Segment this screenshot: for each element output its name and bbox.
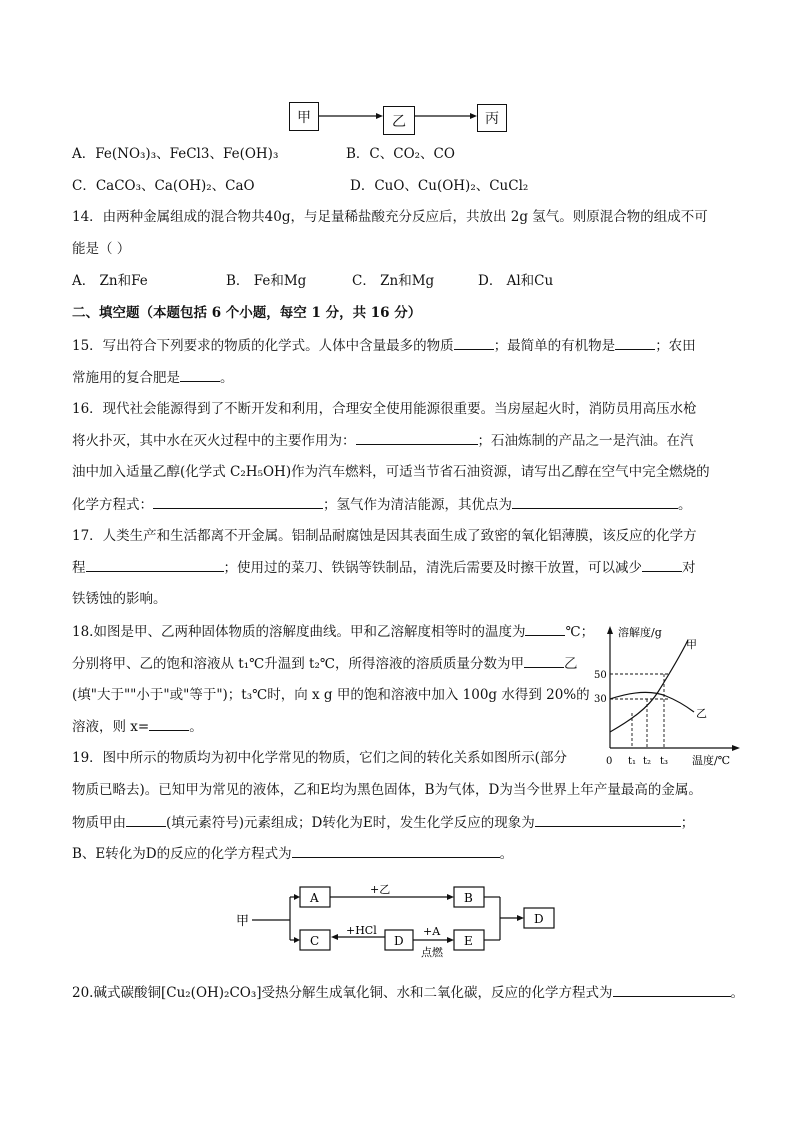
flow2-jia: 甲 xyxy=(236,914,250,929)
chart-x-tick-0: 0 xyxy=(606,756,613,767)
solubility-chart xyxy=(596,620,746,770)
chart-ylabel: 溶解度/g xyxy=(618,626,662,639)
q15-line1: 15．写出符合下列要求的物质的化学式。人体中含量最多的物质 ；最简单的有机物是 ；农田 xyxy=(72,335,696,356)
q18-line3: (填"大于""小于"或"等于")；t₃℃时，向 x g 甲的饱和溶液中加入 100g 水得到 20%的 xyxy=(72,687,590,703)
q17-line1: 17．人类生产和生活都离不开金属。铝制品耐腐蚀是因其表面生成了致密的氧化铝薄膜，该反应的化学方 xyxy=(72,528,697,544)
q14-line1: 14．由两种金属组成的混合物共40g，与足量稀盐酸充分反应后，共放出 2g 氢气。则原混合物的组成不可 xyxy=(72,209,708,225)
q14-option-a: A． Zn和Fe xyxy=(72,273,148,289)
q16-line2: 将火扑灭，其中水在灭火过程中的主要作用为： ；石油炼制的产品之一是汽油。在汽 xyxy=(72,430,694,451)
q14-line2: 能是（ ） xyxy=(72,241,131,257)
flow2-label-d-middle: D xyxy=(394,934,404,948)
chart-y-tick-50: 50 xyxy=(594,670,607,681)
chart-series-yi xyxy=(610,692,694,712)
flow-box-yi: 乙 xyxy=(383,106,415,135)
q13-option-c: C．CaCO₃、Ca(OH)₂、CaO xyxy=(72,178,255,194)
q16-line1: 16．现代社会能源得到了不断开发和利用，合理安全使用能源很重要。当房屋起火时，消防员用高压水枪 xyxy=(72,401,697,417)
q14-option-b: B． Fe和Mg xyxy=(226,273,307,289)
flow2-label-c: C xyxy=(310,934,320,948)
q13-option-a: A．Fe(NO₃)₃、FeCl3、Fe(OH)₃ xyxy=(72,146,279,162)
q19-line2: 物质已略去)。已知甲为常见的液体，乙和E均为黑色固体，B为气体，D为当今世界上年产量最高的金属。 xyxy=(72,782,702,798)
flow-box-jia: 甲 xyxy=(289,102,319,131)
q18-line2: 分别将甲、乙的饱和溶液从 t₁℃升温到 t₂℃，所得溶液的溶质质量分数为甲 乙 xyxy=(72,653,577,674)
flow2-plus-yi: +乙 xyxy=(370,883,391,896)
flow-box-bing: 丙 xyxy=(477,104,507,132)
q17-line2: 程 ；使用过的菜刀、铁锅等铁制品，清洗后需要及时擦干放置，可以减少 对 xyxy=(72,557,696,578)
q19-line3: 物质甲由 (填元素符号)元素组成；D转化为E时，发生化学反应的现象为 ； xyxy=(72,812,694,833)
flow2-plus-hcl: +HCl xyxy=(346,924,377,937)
chart-xlabel: 温度/℃ xyxy=(692,754,731,767)
q18-line4: 溶液，则 x= 。 xyxy=(72,716,203,737)
q13-option-d: D．CuO、Cu(OH)₂、CuCl₂ xyxy=(350,178,529,194)
flow2-ignite: 点燃 xyxy=(421,946,443,959)
q14-option-c: C． Zn和Mg xyxy=(352,273,435,289)
q17-line3: 铁锈蚀的影响。 xyxy=(72,591,167,607)
q16-line3: 油中加入适量乙醇(化学式 C₂H₅OH)作为汽车燃料，可适当节省石油资源，请写出乙醇在空气中完全燃烧的 xyxy=(72,464,710,480)
chart-x-tick-1: t₁ xyxy=(628,756,637,767)
flow2-label-a: A xyxy=(310,891,319,905)
q18-line1: 18.如图是甲、乙两种固体物质的溶解度曲线。甲和乙溶解度相等时的温度为 ℃； xyxy=(72,621,594,642)
flow2-label-d: D xyxy=(534,912,544,926)
q20-line: 20.碱式碳酸铜[Cu₂(OH)₂CO₃]受热分解生成氧化铜、水和二氧化碳，反应的化学方程式为 。 xyxy=(72,982,744,1003)
q15-line2: 常施用的复合肥是 。 xyxy=(72,367,234,388)
q19-line1: 19．图中所示的物质均为初中化学常见的物质，它们之间的转化关系如图所示(部分 xyxy=(72,750,567,766)
chart-x-tick-2: t₂ xyxy=(643,756,652,767)
q14-option-d: D． Al和Cu xyxy=(478,273,554,289)
q13-option-b: B．C、CO₂、CO xyxy=(346,146,455,162)
q19-line4: B、E转化为D的反应的化学方程式为 。 xyxy=(72,843,513,864)
chart-series-jia xyxy=(610,640,688,732)
chart-x-tick-3: t₃ xyxy=(660,756,669,767)
section-heading: 二、填空题（本题包括 6 个小题，每空 1 分，共 16 分） xyxy=(72,305,422,321)
flow2-label-e: E xyxy=(464,934,473,948)
flow2-plus-a: +A xyxy=(423,925,441,938)
q16-line4: 化学方程式： ；氢气作为清洁能源，其优点为 。 xyxy=(72,494,692,515)
chart-y-tick-30: 30 xyxy=(594,694,607,705)
chart-series-label-yi: 乙 xyxy=(696,707,707,720)
chart-series-label-jia: 甲 xyxy=(686,638,697,651)
q19-flow-diagram xyxy=(230,880,570,960)
flow2-label-b: B xyxy=(464,891,473,905)
